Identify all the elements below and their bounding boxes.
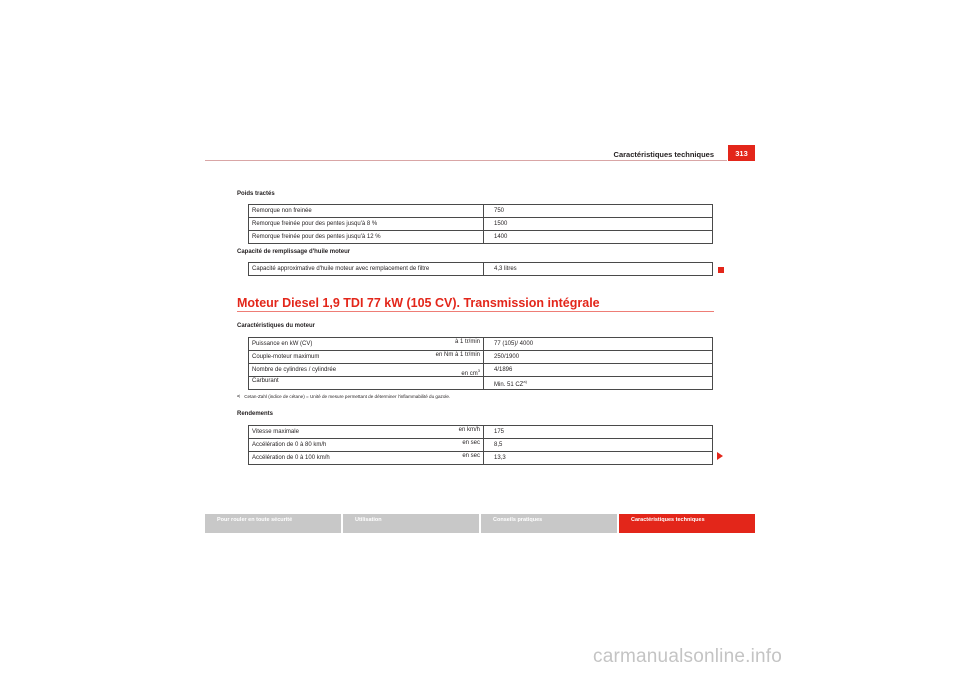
footnote-marker: a) (237, 394, 241, 398)
row-unit: en cm (461, 371, 478, 377)
title-rule (237, 311, 714, 312)
table-row (249, 231, 713, 244)
row-unit: en km/h (458, 427, 480, 433)
table-row (249, 338, 713, 351)
row-value: 4/1896 (484, 364, 713, 377)
row-unit: à 1 tr/min (454, 339, 480, 345)
row-value: 13,3 (484, 452, 713, 465)
oil-table (248, 262, 713, 276)
row-label: Accélération de 0 à 80 km/h (252, 442, 327, 448)
row-label: Nombre de cylindres / cylindrée (252, 367, 337, 373)
unit-superscript: 3 (477, 368, 480, 373)
table-row (249, 439, 713, 452)
table-row (249, 218, 713, 231)
engine-table (248, 337, 713, 390)
row-label: Remorque non freinée (249, 205, 484, 218)
row-value: 77 (105)/ 4000 (484, 338, 713, 351)
page-number: 313 (728, 145, 755, 161)
row-label: Remorque freinée pour des pentes jusqu'à 12 % (249, 231, 484, 244)
table-row (249, 377, 713, 390)
continue-arrow-icon (717, 452, 723, 460)
row-label: Vitesse maximale (252, 429, 299, 435)
row-value: 4,3 litres (484, 263, 713, 276)
footnote-text: Cetan-Zahl (indice de cétane) = Unité de mesure permettant de déterminer l'inflammabilité du gazole. (244, 394, 451, 399)
row-value: 1400 (484, 231, 713, 244)
row-label: Carburant (249, 377, 484, 390)
oil-heading: Capacité de remplissage d'huile moteur (237, 249, 351, 255)
tab-practical-tips[interactable]: Conseils pratiques (481, 514, 617, 533)
towing-table (248, 204, 713, 244)
row-label: Remorque freinée pour des pentes jusqu'à 8 % (249, 218, 484, 231)
row-value: 1500 (484, 218, 713, 231)
footnote-ref: a) (523, 378, 527, 384)
row-label: Capacité approximative d'huile moteur avec remplacement de filtre (249, 263, 484, 276)
row-unit: en sec (462, 453, 480, 459)
table-row (249, 263, 713, 276)
row-label: Puissance en kW (CV) (252, 341, 313, 347)
table-row (249, 452, 713, 465)
performance-table (248, 425, 713, 465)
performance-heading: Rendements (237, 411, 274, 417)
row-unit: en Nm à 1 tr/min (435, 352, 480, 358)
tab-technical-data[interactable]: Caractéristiques techniques (619, 514, 755, 533)
tab-operation[interactable]: Utilisation (343, 514, 479, 533)
row-value: Min. 51 CZ (494, 381, 524, 388)
table-row (249, 205, 713, 218)
section-end-marker-icon (718, 267, 724, 273)
row-value: 250/1900 (484, 351, 713, 364)
footnote (237, 394, 450, 399)
watermark: carmanualsonline.info (593, 646, 783, 667)
table-row (249, 364, 713, 377)
header-rule (205, 160, 727, 161)
row-label: Accélération de 0 à 100 km/h (252, 455, 330, 461)
row-label: Couple-moteur maximum (252, 354, 320, 360)
engine-heading: Caractéristiques du moteur (237, 323, 316, 329)
towing-heading: Poids tractés (237, 191, 275, 197)
row-value: 175 (484, 426, 713, 439)
row-value: 8,5 (484, 439, 713, 452)
tab-safety[interactable]: Pour rouler en toute sécurité (205, 514, 341, 533)
table-row (249, 351, 713, 364)
row-unit: en sec (462, 440, 480, 446)
row-value: 750 (484, 205, 713, 218)
engine-section-title: Moteur Diesel 1,9 TDI 77 kW (105 CV). Transmission intégrale (237, 296, 600, 310)
page-header-title: Caractéristiques techniques (613, 150, 714, 159)
chapter-tabs (205, 514, 755, 533)
table-row (249, 426, 713, 439)
